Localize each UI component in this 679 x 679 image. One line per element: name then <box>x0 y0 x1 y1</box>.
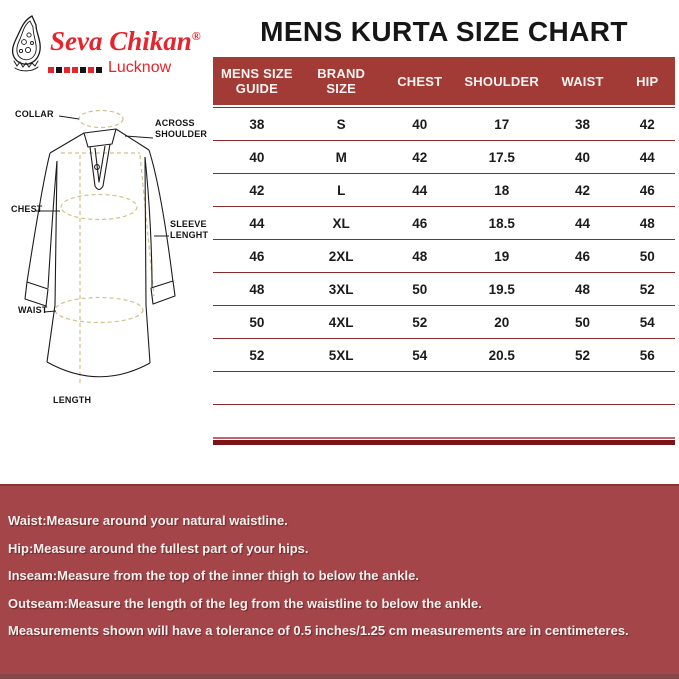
page-title: MENS KURTA SIZE CHART <box>260 16 628 47</box>
across-shoulder-label: ACROSS SHOULDER <box>155 118 208 139</box>
sleeve-length-label: SLEEVE LENGHT <box>170 219 209 240</box>
table-cell: 52 <box>546 339 620 372</box>
table-row <box>213 108 675 141</box>
table-cell: 44 <box>213 207 301 240</box>
kurta-diagram <box>0 100 212 418</box>
table-cell: 50 <box>382 273 458 306</box>
table-cell: 5XL <box>301 339 382 372</box>
note-line: Waist:Measure around your natural waistline. <box>8 513 288 528</box>
size-table-header <box>213 57 675 105</box>
table-cell: 38 <box>213 108 301 141</box>
table-cell: 46 <box>382 207 458 240</box>
table-cell: 4XL <box>301 306 382 339</box>
table-bottom-thick-rule <box>213 440 675 445</box>
table-cell: 46 <box>620 174 676 207</box>
empty-table-row <box>213 372 675 405</box>
logo-square-black <box>96 67 102 73</box>
table-cell: 52 <box>213 339 301 372</box>
col-header-chest: CHEST <box>397 73 443 89</box>
size-table-body <box>213 108 675 437</box>
table-cell: XL <box>301 207 382 240</box>
brand-city: Lucknow <box>108 59 172 76</box>
empty-table-cell <box>382 405 458 437</box>
table-cell: 40 <box>546 141 620 174</box>
table-cell: 52 <box>620 273 676 306</box>
table-row <box>213 141 675 174</box>
empty-table-cell <box>620 405 676 437</box>
table-cell: 52 <box>382 306 458 339</box>
col-header-shoulder: SHOULDER <box>464 73 539 89</box>
empty-table-cell <box>458 405 546 437</box>
brand-subline <box>48 59 171 77</box>
table-cell: 54 <box>382 339 458 372</box>
col-header-mens-size-guide: MENS SIZE GUIDE <box>220 66 293 96</box>
col-header-brand-size: BRAND SIZE <box>317 66 366 96</box>
logo-square-red <box>64 67 70 73</box>
table-cell: 42 <box>213 174 301 207</box>
size-table <box>213 57 675 445</box>
table-cell: 48 <box>382 240 458 273</box>
table-cell: 56 <box>620 339 676 372</box>
empty-table-cell <box>546 405 620 437</box>
table-row <box>213 339 675 372</box>
table-cell: 42 <box>382 141 458 174</box>
logo-square-black <box>56 67 62 73</box>
brand-name-text: Seva Chikan <box>50 26 192 56</box>
length-label: LENGTH <box>53 395 92 405</box>
note-line: Measurements shown will have a tolerance of 0.5 inches/1.25 cm measurements are in centimeteres. <box>8 623 629 639</box>
empty-table-cell <box>301 372 382 405</box>
empty-table-cell <box>213 405 301 437</box>
logo-square-red <box>72 67 78 73</box>
footer-bottom-strip <box>0 674 679 679</box>
empty-table-cell <box>458 372 546 405</box>
kurta-outline <box>25 129 175 377</box>
table-cell: 42 <box>546 174 620 207</box>
registered-mark: ® <box>191 29 201 43</box>
table-cell: 40 <box>382 108 458 141</box>
empty-table-cell <box>301 405 382 437</box>
table-cell: 17 <box>458 108 546 141</box>
table-cell: 46 <box>546 240 620 273</box>
table-cell: 20.5 <box>458 339 546 372</box>
table-row <box>213 207 675 240</box>
table-cell: 44 <box>382 174 458 207</box>
col-header-hip: HIP <box>636 73 659 89</box>
chest-label: CHEST <box>11 204 43 214</box>
table-cell: 3XL <box>301 273 382 306</box>
table-cell: 46 <box>213 240 301 273</box>
table-row <box>213 306 675 339</box>
table-cell: 54 <box>620 306 676 339</box>
table-cell: L <box>301 174 382 207</box>
table-cell: 20 <box>458 306 546 339</box>
note-line: Inseam:Measure from the top of the inner thigh to below the ankle. <box>8 568 419 584</box>
table-cell: 18.5 <box>458 207 546 240</box>
empty-table-cell <box>213 372 301 405</box>
table-cell: M <box>301 141 382 174</box>
logo-square-red <box>88 67 94 73</box>
table-row <box>213 273 675 306</box>
empty-table-row <box>213 405 675 437</box>
table-cell: 50 <box>213 306 301 339</box>
table-cell: 44 <box>620 141 676 174</box>
brand-logo <box>8 12 213 94</box>
table-cell: 50 <box>546 306 620 339</box>
brand-name <box>50 26 201 57</box>
note-line: Outseam:Measure the length of the leg from the waistline to below the ankle. <box>8 595 482 611</box>
logo-square-black <box>80 67 86 73</box>
waist-label: WAIST <box>18 305 48 315</box>
empty-table-cell <box>620 372 676 405</box>
logo-square-red <box>48 67 54 73</box>
table-cell: 50 <box>620 240 676 273</box>
table-cell: 38 <box>546 108 620 141</box>
empty-table-cell <box>546 372 620 405</box>
table-cell: 2XL <box>301 240 382 273</box>
brand-squares <box>48 67 102 73</box>
table-cell: 48 <box>213 273 301 306</box>
measurement-notes-lines <box>8 507 671 645</box>
table-cell: 17.5 <box>458 141 546 174</box>
measurement-notes <box>0 484 679 679</box>
table-cell: 19.5 <box>458 273 546 306</box>
table-cell: S <box>301 108 382 141</box>
paisley-icon <box>8 14 48 76</box>
note-line: Hip:Measure around the fullest part of your hips. <box>8 540 309 556</box>
table-row <box>213 240 675 273</box>
table-cell: 42 <box>620 108 676 141</box>
collar-label: COLLAR <box>15 109 54 119</box>
table-row <box>213 174 675 207</box>
kurta-line-art <box>0 100 212 418</box>
table-cell: 19 <box>458 240 546 273</box>
table-cell: 40 <box>213 141 301 174</box>
table-cell: 18 <box>458 174 546 207</box>
table-cell: 44 <box>546 207 620 240</box>
col-header-waist: WAIST <box>561 73 604 89</box>
table-cell: 48 <box>546 273 620 306</box>
empty-table-cell <box>382 372 458 405</box>
table-cell: 48 <box>620 207 676 240</box>
